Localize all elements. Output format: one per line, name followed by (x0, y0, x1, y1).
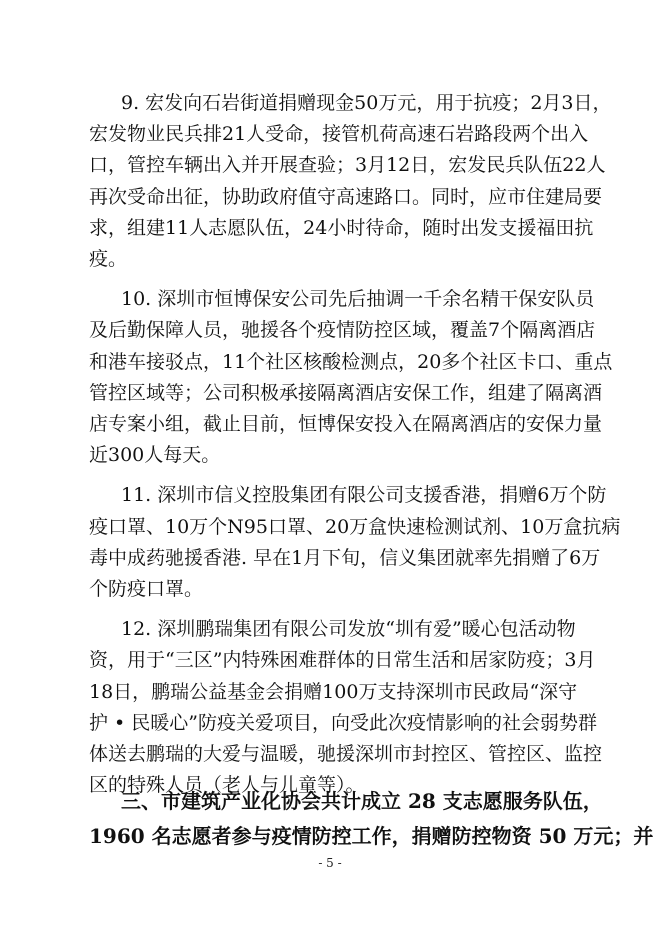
paragraph-line: 12. 深圳鹏瑞集团有限公司发放“圳有爱”暖心包活动物 (121, 618, 576, 640)
paragraph-line: 资，用于“三区”内特殊困难群体的日常生活和居家防疫；3月 (89, 649, 596, 671)
paragraph-line: 体送去鹏瑞的大爱与温暖，驰援深圳市封控区、管控区、监控 (89, 743, 603, 765)
paragraph-line: 和港车接驳点，11个社区核酸检测点，20多个社区卡口、重点 (89, 351, 613, 373)
paragraph-line: 个防疫口罩。 (89, 578, 204, 600)
paragraph-line: 区的特殊人员（老人与儿童等）。 (89, 774, 365, 796)
paragraph-line: 宏发物业民兵排21人受命，接管机荷高速石岩路段两个出入 (89, 123, 589, 145)
paragraph-line: 及后勤保障人员，驰援各个疫情防控区域，覆盖7个隔离酒店 (89, 319, 596, 341)
paragraph-line: 11. 深圳市信义控股集团有限公司支援香港，捐赠6万个防 (121, 484, 607, 506)
paragraph-line: 近300人每天。 (89, 444, 221, 466)
paragraph-line: 疫。 (89, 248, 128, 270)
paragraph-line: 求，组建11人志愿队伍，24小时待命，随时出发支援福田抗 (89, 217, 594, 239)
paragraph-line: 9. 宏发向石岩街道捐赠现金50万元，用于抗疫；2月3日， (121, 92, 612, 114)
paragraph-line: 再次受命出征，协助政府值守高速路口。同时，应市住建局要 (89, 186, 603, 208)
paragraph-line: 护 • 民暖心”防疫关爱项目，向受此次疫情影响的社会弱势群 (89, 712, 598, 734)
paragraph-line: 口，管控车辆出入并开展查验；3月12日，宏发民兵队伍22人 (89, 154, 606, 176)
paragraph-line: 10. 深圳市恒博保安公司先后抽调一千余名精干保安队员 (121, 288, 595, 310)
paragraph-line: 18日，鹏瑞公益基金会捐赠100万支持深圳市民政局“深守 (89, 681, 578, 703)
paragraph-line: 管控区域等；公司积极承接隔离酒店安保工作，组建了隔离酒 (89, 382, 603, 404)
paragraph-line: 店专案小组，截止目前，恒博保安投入在隔离酒店的安保力量 (89, 413, 603, 435)
section-heading-line: 1960 名志愿者参与疫情防控工作，捐赠防控物资 50 万元；并 (89, 824, 654, 848)
section-heading-line: 三、市建筑产业化协会共计成立 28 支志愿服务队伍， (121, 789, 603, 813)
paragraph-line: 疫口罩、10万个N95口罩、20万盒快速检测试剂、10万盒抗病 (89, 516, 621, 538)
page-number: - 5 - (318, 856, 342, 870)
paragraph-line: 毒中成药驰援香港. 早在1月下旬，信义集团就率先捐赠了6万 (89, 547, 601, 569)
